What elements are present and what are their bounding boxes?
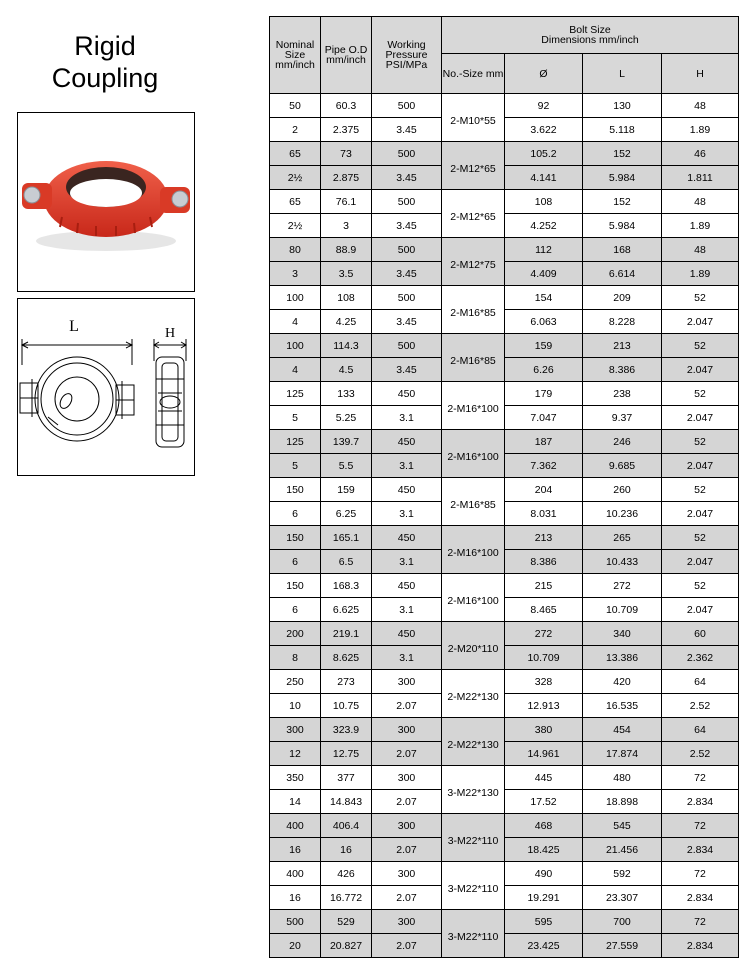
cell-pipe-od: 3.5 [321,262,372,286]
cell-dim-h: 52 [662,430,739,454]
cell-working-pressure: 2.07 [372,838,442,862]
cell-dim-h: 2.52 [662,694,739,718]
cell-bolt-no-size: 3-M22*110 [442,862,505,910]
cell-pipe-od: 76.1 [321,190,372,214]
cell-bolt-diameter: 23.425 [505,934,583,958]
cell-pipe-od: 14.843 [321,790,372,814]
cell-bolt-diameter: 154 [505,286,583,310]
table-row [270,94,739,118]
cell-bolt-no-size: 2-M16*100 [442,526,505,574]
cell-pipe-od: 4.25 [321,310,372,334]
cell-working-pressure: 450 [372,622,442,646]
cell-bolt-diameter: 6.26 [505,358,583,382]
cell-working-pressure: 300 [372,814,442,838]
cell-dim-h: 48 [662,94,739,118]
table-row [270,262,739,286]
header-no-size: No.-Size mm [442,54,505,94]
cell-dim-h: 52 [662,478,739,502]
cell-dim-h: 52 [662,526,739,550]
cell-dim-h: 2.047 [662,550,739,574]
cell-dim-l: 8.386 [583,358,662,382]
table-row [270,214,739,238]
cell-pipe-od: 159 [321,478,372,502]
cell-pipe-od: 5.5 [321,454,372,478]
cell-working-pressure: 500 [372,238,442,262]
table-row [270,406,739,430]
cell-bolt-no-size: 3-M22*130 [442,766,505,814]
spec-table [269,16,739,958]
cell-dim-l: 246 [583,430,662,454]
cell-bolt-diameter: 6.063 [505,310,583,334]
cell-bolt-diameter: 7.047 [505,406,583,430]
cell-nominal-size: 20 [270,934,321,958]
spec-table-body [270,94,739,958]
cell-bolt-diameter: 445 [505,766,583,790]
cell-pipe-od: 6.25 [321,502,372,526]
cell-working-pressure: 2.07 [372,886,442,910]
cell-dim-h: 72 [662,862,739,886]
cell-working-pressure: 450 [372,478,442,502]
title-line-2: Coupling [51,63,159,93]
cell-working-pressure: 3.45 [372,310,442,334]
cell-nominal-size: 4 [270,310,321,334]
cell-dim-l: 209 [583,286,662,310]
cell-dim-l: 9.685 [583,454,662,478]
cell-pipe-od: 16 [321,838,372,862]
cell-dim-l: 260 [583,478,662,502]
cell-dim-h: 2.047 [662,406,739,430]
cell-pipe-od: 219.1 [321,622,372,646]
cell-bolt-diameter: 8.031 [505,502,583,526]
cell-nominal-size: 400 [270,814,321,838]
cell-pipe-od: 108 [321,286,372,310]
cell-working-pressure: 3.45 [372,358,442,382]
cell-nominal-size: 2 [270,118,321,142]
cell-working-pressure: 2.07 [372,742,442,766]
bolt-left [24,187,40,203]
table-row [270,934,739,958]
cell-nominal-size: 2½ [270,214,321,238]
cell-bolt-diameter: 595 [505,910,583,934]
cell-pipe-od: 60.3 [321,94,372,118]
cell-pipe-od: 5.25 [321,406,372,430]
cell-bolt-diameter: 380 [505,718,583,742]
cell-pipe-od: 12.75 [321,742,372,766]
cell-bolt-diameter: 105.2 [505,142,583,166]
cell-working-pressure: 300 [372,670,442,694]
cell-bolt-no-size: 2-M16*85 [442,334,505,382]
cell-dim-l: 13.386 [583,646,662,670]
table-row [270,238,739,262]
cell-nominal-size: 3 [270,262,321,286]
table-row [270,334,739,358]
cell-dim-h: 52 [662,334,739,358]
cell-bolt-diameter: 18.425 [505,838,583,862]
table-row [270,358,739,382]
cell-dim-h: 48 [662,238,739,262]
title-line-1: Rigid [74,31,136,61]
cell-working-pressure: 3.1 [372,598,442,622]
cell-working-pressure: 500 [372,286,442,310]
table-row [270,838,739,862]
table-row [270,790,739,814]
cell-bolt-no-size: 2-M12*65 [442,142,505,190]
cell-dim-h: 1.89 [662,214,739,238]
cell-pipe-od: 10.75 [321,694,372,718]
cell-pipe-od: 20.827 [321,934,372,958]
cell-bolt-diameter: 14.961 [505,742,583,766]
cell-nominal-size: 65 [270,142,321,166]
cell-bolt-no-size: 2-M22*130 [442,718,505,766]
cell-dim-h: 72 [662,814,739,838]
cell-working-pressure: 450 [372,430,442,454]
cell-nominal-size: 5 [270,406,321,430]
cell-dim-l: 21.456 [583,838,662,862]
cell-nominal-size: 5 [270,454,321,478]
cell-bolt-diameter: 7.362 [505,454,583,478]
cell-working-pressure: 500 [372,94,442,118]
cell-working-pressure: 3.1 [372,550,442,574]
cell-nominal-size: 80 [270,238,321,262]
cell-working-pressure: 3.45 [372,166,442,190]
cell-nominal-size: 6 [270,550,321,574]
cell-nominal-size: 150 [270,574,321,598]
cell-working-pressure: 2.07 [372,934,442,958]
cell-dim-l: 238 [583,382,662,406]
cell-nominal-size: 6 [270,502,321,526]
cell-pipe-od: 6.5 [321,550,372,574]
table-row [270,382,739,406]
height-label: H [164,326,176,341]
cell-bolt-no-size: 2-M22*130 [442,670,505,718]
cell-nominal-size: 350 [270,766,321,790]
cell-dim-h: 2.362 [662,646,739,670]
cell-dim-l: 16.535 [583,694,662,718]
cell-pipe-od: 114.3 [321,334,372,358]
cell-dim-l: 152 [583,190,662,214]
cell-nominal-size: 6 [270,598,321,622]
cell-pipe-od: 323.9 [321,718,372,742]
cell-dim-l: 130 [583,94,662,118]
cell-bolt-no-size: 2-M16*100 [442,430,505,478]
cell-dim-l: 5.984 [583,214,662,238]
cell-dim-h: 2.834 [662,934,739,958]
cell-nominal-size: 300 [270,718,321,742]
cell-dim-h: 64 [662,670,739,694]
cell-working-pressure: 3.1 [372,454,442,478]
cell-bolt-no-size: 2-M16*85 [442,286,505,334]
cell-dim-l: 18.898 [583,790,662,814]
table-row [270,142,739,166]
cell-dim-l: 10.433 [583,550,662,574]
table-row [270,166,739,190]
cell-bolt-diameter: 108 [505,190,583,214]
cell-working-pressure: 2.07 [372,790,442,814]
cell-dim-l: 10.709 [583,598,662,622]
cell-dim-l: 23.307 [583,886,662,910]
cell-working-pressure: 3.1 [372,502,442,526]
table-row [270,574,739,598]
table-row [270,454,739,478]
cell-dim-h: 2.047 [662,358,739,382]
table-row [270,526,739,550]
cell-dim-l: 6.614 [583,262,662,286]
cell-pipe-od: 377 [321,766,372,790]
cell-bolt-diameter: 92 [505,94,583,118]
cell-dim-l: 17.874 [583,742,662,766]
cell-pipe-od: 168.3 [321,574,372,598]
product-photo [17,112,195,292]
cell-dim-h: 1.89 [662,118,739,142]
table-row [270,670,739,694]
cell-dim-l: 454 [583,718,662,742]
cell-dim-h: 60 [662,622,739,646]
cell-working-pressure: 300 [372,766,442,790]
cell-nominal-size: 150 [270,478,321,502]
cell-bolt-no-size: 2-M16*85 [442,478,505,526]
dimension-drawing [17,298,195,476]
cell-bolt-no-size: 3-M22*110 [442,910,505,958]
cell-pipe-od: 406.4 [321,814,372,838]
cell-pipe-od: 8.625 [321,646,372,670]
bolt-right [172,191,188,207]
cell-working-pressure: 500 [372,334,442,358]
cell-bolt-diameter: 19.291 [505,886,583,910]
cell-bolt-diameter: 187 [505,430,583,454]
cell-bolt-diameter: 468 [505,814,583,838]
cell-bolt-diameter: 17.52 [505,790,583,814]
cell-dim-l: 5.118 [583,118,662,142]
cell-bolt-no-size: 2-M12*65 [442,190,505,238]
header-nominal-size: Nominal Size mm/inch [270,17,321,94]
cell-nominal-size: 14 [270,790,321,814]
cell-dim-l: 340 [583,622,662,646]
cell-bolt-diameter: 204 [505,478,583,502]
table-row [270,718,739,742]
cell-working-pressure: 3.45 [372,262,442,286]
header-l: L [583,54,662,94]
cell-nominal-size: 125 [270,382,321,406]
cell-pipe-od: 273 [321,670,372,694]
cell-pipe-od: 16.772 [321,886,372,910]
cell-nominal-size: 400 [270,862,321,886]
cell-dim-h: 64 [662,718,739,742]
table-row [270,622,739,646]
cell-nominal-size: 2½ [270,166,321,190]
cell-working-pressure: 3.1 [372,646,442,670]
cell-pipe-od: 2.375 [321,118,372,142]
cell-nominal-size: 150 [270,526,321,550]
cell-bolt-diameter: 272 [505,622,583,646]
cell-dim-h: 1.811 [662,166,739,190]
cell-bolt-diameter: 215 [505,574,583,598]
table-row [270,190,739,214]
cell-dim-l: 480 [583,766,662,790]
cell-dim-l: 168 [583,238,662,262]
cell-working-pressure: 3.45 [372,214,442,238]
cell-dim-l: 27.559 [583,934,662,958]
cell-bolt-diameter: 3.622 [505,118,583,142]
header-bolt-size: Bolt Size Dimensions mm/inch [442,17,739,54]
cell-dim-h: 2.834 [662,790,739,814]
cell-bolt-no-size: 2-M10*55 [442,94,505,142]
page-title [20,30,190,94]
table-row [270,286,739,310]
cell-dim-h: 52 [662,286,739,310]
cell-working-pressure: 2.07 [372,694,442,718]
cell-nominal-size: 100 [270,334,321,358]
coupling-drawing-image [18,299,194,475]
coupling-photo-image [18,113,194,291]
cell-dim-l: 420 [583,670,662,694]
cell-pipe-od: 2.875 [321,166,372,190]
cell-dim-h: 46 [662,142,739,166]
cell-dim-l: 592 [583,862,662,886]
cell-nominal-size: 10 [270,694,321,718]
cell-pipe-od: 3 [321,214,372,238]
cell-nominal-size: 8 [270,646,321,670]
cell-working-pressure: 450 [372,382,442,406]
cell-dim-l: 265 [583,526,662,550]
cell-dim-l: 272 [583,574,662,598]
cell-working-pressure: 300 [372,718,442,742]
cell-bolt-no-size: 3-M22*110 [442,814,505,862]
cell-pipe-od: 133 [321,382,372,406]
table-row [270,310,739,334]
cell-dim-h: 2.834 [662,838,739,862]
cell-dim-h: 72 [662,910,739,934]
cell-nominal-size: 125 [270,430,321,454]
table-row [270,766,739,790]
cell-dim-l: 152 [583,142,662,166]
cell-bolt-diameter: 4.252 [505,214,583,238]
cell-dim-l: 213 [583,334,662,358]
cell-nominal-size: 100 [270,286,321,310]
cell-working-pressure: 450 [372,574,442,598]
cell-bolt-diameter: 213 [505,526,583,550]
table-row [270,862,739,886]
cell-working-pressure: 500 [372,190,442,214]
cell-pipe-od: 529 [321,910,372,934]
cell-bolt-no-size: 2-M12*75 [442,238,505,286]
cell-nominal-size: 65 [270,190,321,214]
cell-working-pressure: 300 [372,862,442,886]
cell-dim-h: 2.047 [662,454,739,478]
cell-dim-l: 700 [583,910,662,934]
cell-dim-h: 52 [662,382,739,406]
cell-nominal-size: 4 [270,358,321,382]
table-row [270,118,739,142]
cell-pipe-od: 73 [321,142,372,166]
cell-bolt-diameter: 8.465 [505,598,583,622]
length-label: L [69,318,79,335]
cell-bolt-diameter: 328 [505,670,583,694]
cell-nominal-size: 250 [270,670,321,694]
cell-nominal-size: 500 [270,910,321,934]
cell-bolt-diameter: 10.709 [505,646,583,670]
cell-nominal-size: 12 [270,742,321,766]
cell-bolt-diameter: 4.409 [505,262,583,286]
table-row [270,814,739,838]
cell-dim-h: 52 [662,574,739,598]
cell-bolt-diameter: 4.141 [505,166,583,190]
cell-dim-h: 2.52 [662,742,739,766]
cell-dim-l: 9.37 [583,406,662,430]
cell-working-pressure: 300 [372,910,442,934]
cell-bolt-diameter: 12.913 [505,694,583,718]
table-row [270,742,739,766]
cell-dim-l: 8.228 [583,310,662,334]
cell-bolt-no-size: 2-M16*100 [442,382,505,430]
cell-dim-l: 5.984 [583,166,662,190]
cell-bolt-diameter: 159 [505,334,583,358]
cell-bolt-no-size: 2-M16*100 [442,574,505,622]
table-row [270,694,739,718]
header-h: H [662,54,739,94]
cell-dim-l: 545 [583,814,662,838]
cell-bolt-diameter: 8.386 [505,550,583,574]
cell-dim-h: 1.89 [662,262,739,286]
cell-dim-h: 2.047 [662,310,739,334]
cell-bolt-diameter: 112 [505,238,583,262]
table-row [270,502,739,526]
cell-pipe-od: 88.9 [321,238,372,262]
table-row [270,430,739,454]
cell-dim-h: 2.047 [662,598,739,622]
cell-nominal-size: 50 [270,94,321,118]
table-row [270,910,739,934]
cell-dim-h: 2.047 [662,502,739,526]
cell-pipe-od: 139.7 [321,430,372,454]
table-row [270,478,739,502]
cell-pipe-od: 6.625 [321,598,372,622]
cell-pipe-od: 426 [321,862,372,886]
table-row [270,646,739,670]
table-row [270,550,739,574]
header-pipe-od: Pipe O.D mm/inch [321,17,372,94]
cell-pipe-od: 165.1 [321,526,372,550]
cell-bolt-no-size: 2-M20*110 [442,622,505,670]
cell-pipe-od: 4.5 [321,358,372,382]
header-working-pressure: Working Pressure PSI/MPa [372,17,442,94]
cell-working-pressure: 500 [372,142,442,166]
cell-nominal-size: 200 [270,622,321,646]
table-row [270,886,739,910]
cell-bolt-diameter: 490 [505,862,583,886]
cell-working-pressure: 450 [372,526,442,550]
cell-nominal-size: 16 [270,886,321,910]
cell-dim-h: 72 [662,766,739,790]
cell-nominal-size: 16 [270,838,321,862]
cell-dim-h: 48 [662,190,739,214]
cell-working-pressure: 3.1 [372,406,442,430]
cell-dim-h: 2.834 [662,886,739,910]
table-row [270,598,739,622]
header-diameter: Ø [505,54,583,94]
cell-dim-l: 10.236 [583,502,662,526]
cell-working-pressure: 3.45 [372,118,442,142]
cell-bolt-diameter: 179 [505,382,583,406]
